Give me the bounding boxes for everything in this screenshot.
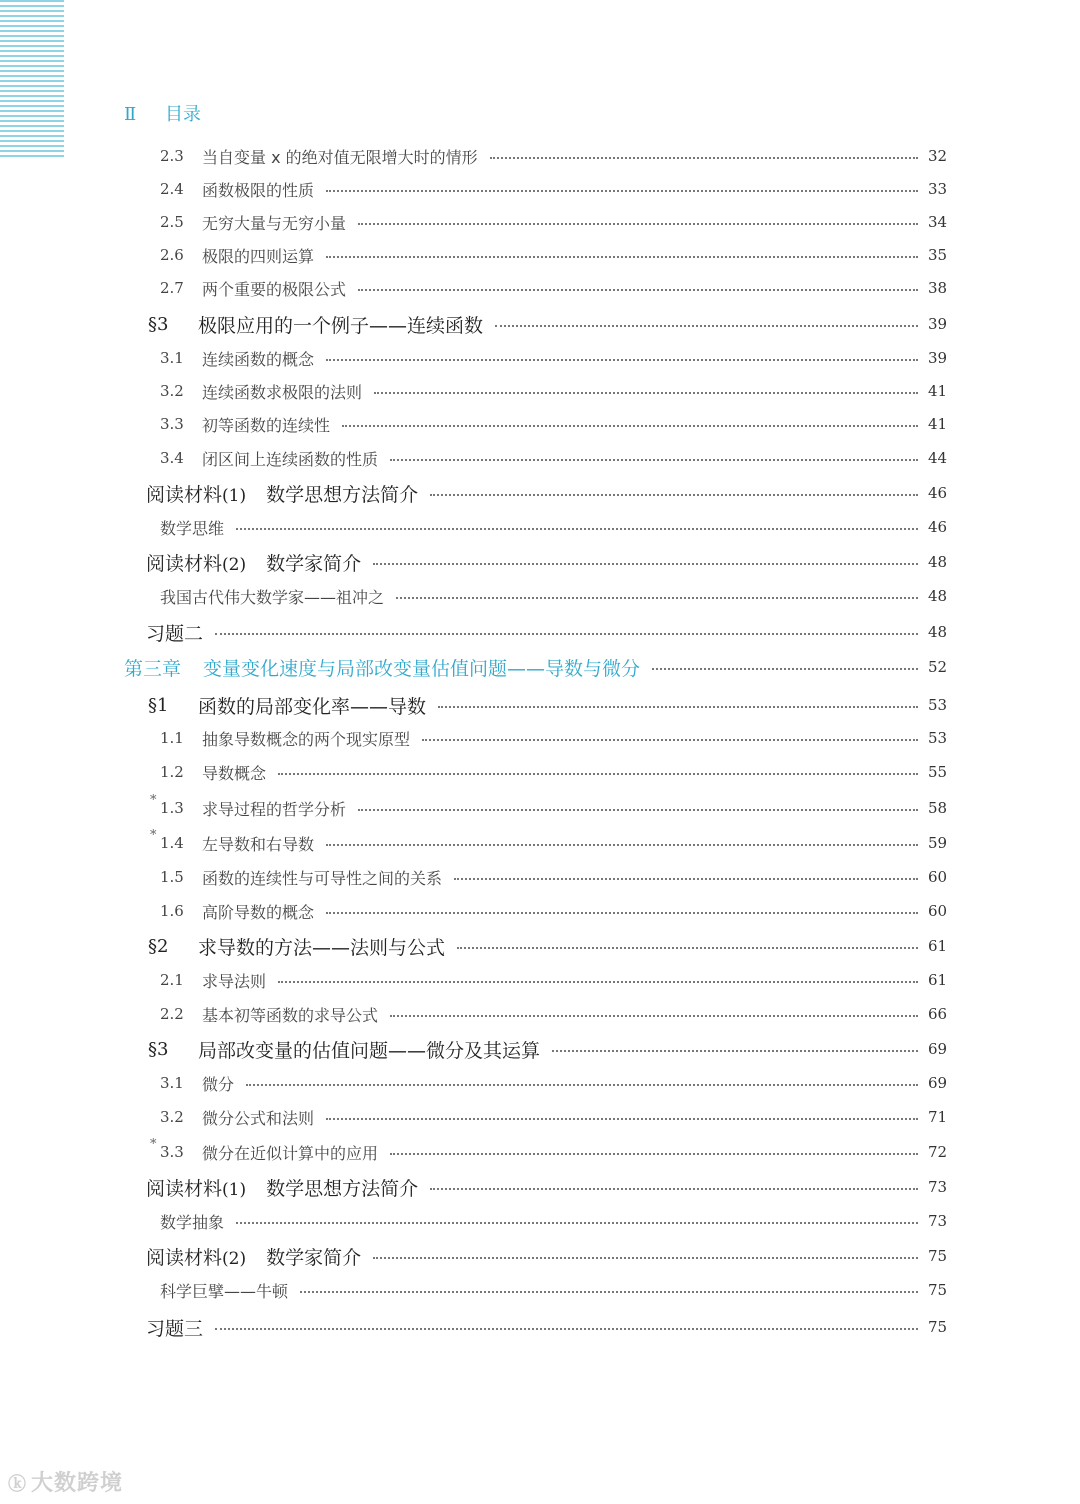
toc-entry-page-number: 60 xyxy=(928,902,948,920)
toc-entry-title: 极限应用的一个例子——连续函数 xyxy=(198,314,484,337)
dot-leader xyxy=(373,563,918,565)
toc-entry-number-text: 2.6 xyxy=(160,246,184,264)
toc-entry-sub[interactable] xyxy=(160,862,958,892)
optional-mark-icon: * xyxy=(150,828,157,843)
reading-title: 数学思想方法简介 xyxy=(266,483,419,506)
reading-title: 数学思想方法简介 xyxy=(266,1177,419,1200)
toc-entry-number-text: 3.4 xyxy=(160,449,184,467)
dot-leader xyxy=(326,912,918,914)
toc-entry-page-number: 72 xyxy=(928,1143,948,1161)
toc-entry-number xyxy=(160,349,202,367)
dot-leader xyxy=(430,494,918,496)
toc-entry-read[interactable] xyxy=(146,1172,958,1202)
toc-entry-page-number: 55 xyxy=(928,763,948,781)
reading-label: 阅读材料 xyxy=(146,1246,223,1269)
toc-entry-number-text: 2.2 xyxy=(160,1005,184,1023)
toc-entry-sub[interactable] xyxy=(160,343,958,373)
dot-leader xyxy=(326,190,918,192)
toc-entry-sub[interactable] xyxy=(160,174,958,204)
toc-entry-number xyxy=(160,1108,202,1126)
toc-entry-number-text: 2.1 xyxy=(160,971,184,989)
toc-entry-title: 初等函数的连续性 xyxy=(202,415,331,435)
toc-entry-number xyxy=(148,1039,198,1060)
toc-entry-page-number: 61 xyxy=(928,937,948,955)
toc-entry-number-text: §3 xyxy=(148,1038,169,1060)
toc-entry-number xyxy=(160,213,202,231)
dot-leader xyxy=(326,1118,918,1120)
dot-leader xyxy=(495,325,918,327)
toc-entry-page-number: 75 xyxy=(928,1247,948,1265)
toc-entry-page-number: 69 xyxy=(928,1074,948,1092)
dot-leader xyxy=(326,844,918,846)
toc-entry-number-text: 1.6 xyxy=(160,902,184,920)
dot-leader xyxy=(457,947,918,949)
toc-entry-sub[interactable] xyxy=(160,409,958,439)
toc-entry-page-number: 39 xyxy=(928,349,948,367)
toc-entry-title: 高阶导数的概念 xyxy=(202,902,315,922)
toc-entry-number-text: §3 xyxy=(148,313,169,335)
dot-leader xyxy=(438,706,918,708)
toc-entry-sub[interactable] xyxy=(160,240,958,270)
toc-entry-number-text: 1.5 xyxy=(160,868,184,886)
toc-entry-number xyxy=(160,415,202,433)
toc-entry-title: 抽象导数概念的两个现实原型 xyxy=(202,729,411,749)
toc-entry-page-number: 71 xyxy=(928,1108,948,1126)
dot-leader xyxy=(278,773,918,775)
dot-leader xyxy=(278,981,918,983)
toc-entry-sec[interactable] xyxy=(148,931,958,961)
toc-entry-page-number: 46 xyxy=(928,484,948,502)
toc-entry-title: 变量变化速度与局部改变量估值问题——导数与微分 xyxy=(203,657,641,680)
toc-entry-number xyxy=(160,729,202,747)
toc-entry-page-number: 39 xyxy=(928,315,948,333)
toc-entry-number xyxy=(160,1074,202,1092)
toc-entry-sub[interactable] xyxy=(160,273,958,303)
toc-entry-number-text: 1.3 xyxy=(160,799,184,817)
watermark-logo-icon: ⓚ xyxy=(8,1474,27,1495)
toc-entry-number-text: 3.2 xyxy=(160,1108,184,1126)
toc-entry-page-number: 33 xyxy=(928,180,948,198)
toc-entry-number-text: 3.3 xyxy=(160,1143,184,1161)
toc-entry-page-number: 69 xyxy=(928,1040,948,1058)
toc-entry-page-number: 41 xyxy=(928,415,948,433)
toc-entry-number-text: 2.4 xyxy=(160,180,184,198)
toc-entry-title: 求导过程的哲学分析 xyxy=(202,799,347,819)
toc-entry-sub[interactable] xyxy=(160,965,958,995)
reading-label: 阅读材料 xyxy=(146,552,223,575)
toc-entry-number-text: 1.1 xyxy=(160,729,184,747)
toc-entry-number-text: 2.7 xyxy=(160,279,184,297)
dot-leader xyxy=(390,459,918,461)
reading-index: (1) xyxy=(222,485,247,506)
toc-entry-title: 无穷大量与无穷小量 xyxy=(202,213,347,233)
dot-leader xyxy=(342,425,918,427)
reading-index: (2) xyxy=(222,554,247,575)
dot-leader xyxy=(246,1084,918,1086)
toc-entry-page-number: 34 xyxy=(928,213,948,231)
toc-entry-page-number: 48 xyxy=(928,587,948,605)
toc-entry-number xyxy=(160,449,202,467)
page-header xyxy=(124,100,201,126)
reading-label: 阅读材料 xyxy=(146,483,223,506)
dot-leader xyxy=(358,809,918,811)
toc-entry-page-number: 32 xyxy=(928,147,948,165)
toc-entry-read[interactable] xyxy=(146,547,958,577)
toc-entry-title: 基本初等函数的求导公式 xyxy=(202,1005,379,1025)
toc-entry-title xyxy=(146,480,418,507)
dot-leader xyxy=(300,1291,918,1293)
dot-leader xyxy=(215,633,918,635)
dot-leader xyxy=(552,1050,918,1052)
toc-entry-page-number: 60 xyxy=(928,868,948,886)
toc-entry-title: 微分 xyxy=(202,1074,235,1094)
toc-entry-title: 闭区间上连续函数的性质 xyxy=(202,449,379,469)
reading-title: 数学家简介 xyxy=(266,1246,362,1269)
toc-entry-title: 我国古代伟大数学家——祖冲之 xyxy=(160,587,385,607)
dot-leader xyxy=(374,392,918,394)
reading-label: 阅读材料 xyxy=(146,1177,223,1200)
toc-entry-title: 连续函数的概念 xyxy=(202,349,315,369)
toc-entry-page-number: 75 xyxy=(928,1318,948,1336)
toc-entry-number xyxy=(160,763,202,781)
toc-entry-title: 习题三 xyxy=(146,1317,204,1340)
toc-entry-title: 数学思维 xyxy=(160,518,225,538)
decorative-stripe-band xyxy=(0,0,64,160)
toc-entry-page-number: 48 xyxy=(928,623,948,641)
toc-entry-title: 局部改变量的估值问题——微分及其运算 xyxy=(198,1039,541,1062)
toc-entry-page-number: 73 xyxy=(928,1212,948,1230)
toc-entry-number-text: 2.3 xyxy=(160,147,184,165)
toc-entry-page-number: 59 xyxy=(928,834,948,852)
toc-entry-title: 左导数和右导数 xyxy=(202,834,315,854)
toc-entry-plain[interactable] xyxy=(160,581,958,611)
toc-entry-title: 函数的局部变化率——导数 xyxy=(198,695,427,718)
toc-entry-page-number: 41 xyxy=(928,382,948,400)
toc-entry-title xyxy=(146,1243,361,1270)
toc-entry-title: 习题二 xyxy=(146,622,204,645)
toc-entry-ex[interactable] xyxy=(146,1312,958,1342)
toc-entry-number-text: 2.5 xyxy=(160,213,184,231)
toc-entry-number xyxy=(150,828,202,852)
toc-entry-number xyxy=(160,902,202,920)
dot-leader xyxy=(396,597,918,599)
toc-entry-page-number: 61 xyxy=(928,971,948,989)
dot-leader xyxy=(422,739,918,741)
toc-entry-number xyxy=(148,936,198,957)
toc-entry-sec[interactable] xyxy=(148,690,958,720)
toc-entry-page-number: 58 xyxy=(928,799,948,817)
toc-entry-page-number: 52 xyxy=(928,658,948,676)
toc-entry-number-text: §1 xyxy=(148,694,169,716)
toc-entry-page-number: 46 xyxy=(928,518,948,536)
toc-entry-title: 科学巨擘——牛顿 xyxy=(160,1281,289,1301)
dot-leader xyxy=(454,878,918,880)
toc-entry-sub[interactable] xyxy=(160,207,958,237)
dot-leader xyxy=(390,1015,918,1017)
toc-entry-number-text: §2 xyxy=(148,935,169,957)
toc-entry-number xyxy=(150,1137,202,1161)
toc-entry-title xyxy=(146,1174,418,1201)
toc-entry-title: 求导法则 xyxy=(202,971,267,991)
reading-index: (2) xyxy=(222,1248,247,1269)
toc-entry-title: 微分公式和法则 xyxy=(202,1108,315,1128)
toc-entry-sub[interactable] xyxy=(150,828,958,858)
optional-mark-icon: * xyxy=(150,1137,157,1152)
toc-entry-sub[interactable] xyxy=(160,376,958,406)
toc-entry-title: 函数的连续性与可导性之间的关系 xyxy=(202,868,443,888)
toc-entry-title: 当自变量 x 的绝对值无限增大时的情形 xyxy=(202,147,478,167)
dot-leader xyxy=(358,289,918,291)
toc-entry-title: 连续函数求极限的法则 xyxy=(202,382,363,402)
toc-entry-number-text: 3.3 xyxy=(160,415,184,433)
page-header-title: 目录 xyxy=(164,104,201,125)
toc-entry-sec[interactable] xyxy=(148,309,958,339)
dot-leader xyxy=(215,1328,918,1330)
toc-entry-number-text: 3.1 xyxy=(160,349,184,367)
toc-entry-number xyxy=(148,314,198,335)
dot-leader xyxy=(358,223,918,225)
watermark xyxy=(8,1466,123,1497)
toc-entry-number xyxy=(160,147,202,165)
toc-entry-title: 求导数的方法——法则与公式 xyxy=(198,936,446,959)
toc-entry-read[interactable] xyxy=(146,1241,958,1271)
toc-entry-sub[interactable] xyxy=(160,723,958,753)
toc-entry-number xyxy=(160,279,202,297)
toc-entry-sec[interactable] xyxy=(148,1034,958,1064)
toc-entry-title: 导数概念 xyxy=(202,763,267,783)
page-number-roman: Ⅱ xyxy=(124,104,138,125)
toc-entry-number xyxy=(160,868,202,886)
dot-leader xyxy=(326,359,918,361)
toc-entry-page-number: 53 xyxy=(928,729,948,747)
toc-entry-title: 数学抽象 xyxy=(160,1212,225,1232)
toc-entry-number-text: 3.1 xyxy=(160,1074,184,1092)
toc-entry-sub[interactable] xyxy=(160,1102,958,1132)
toc-entry-page-number: 35 xyxy=(928,246,948,264)
toc-entry-number-text: 1.2 xyxy=(160,763,184,781)
toc-entry-chapter[interactable] xyxy=(124,652,958,682)
toc-entry-page-number: 48 xyxy=(928,553,948,571)
toc-entry-page-number: 75 xyxy=(928,1281,948,1299)
toc-entry-number xyxy=(160,1005,202,1023)
toc-entry-number xyxy=(160,180,202,198)
toc-entry-sub[interactable] xyxy=(160,757,958,787)
toc-entry-number xyxy=(160,382,202,400)
dot-leader xyxy=(236,528,918,530)
toc-entry-number-text: 第三章 xyxy=(124,657,182,680)
toc-entry-number xyxy=(148,695,198,716)
toc-entry-page-number: 44 xyxy=(928,449,948,467)
toc-entry-page-number: 38 xyxy=(928,279,948,297)
dot-leader xyxy=(373,1257,918,1259)
toc-entry-sub[interactable] xyxy=(160,999,958,1029)
toc-entry-sub[interactable] xyxy=(150,1137,958,1167)
reading-title: 数学家简介 xyxy=(266,552,362,575)
toc-entry-sub[interactable] xyxy=(150,793,958,823)
toc-entry-title xyxy=(146,549,361,576)
reading-index: (1) xyxy=(222,1179,247,1200)
toc-entry-sub[interactable] xyxy=(160,1068,958,1098)
dot-leader xyxy=(326,256,918,258)
toc-entry-title: 极限的四则运算 xyxy=(202,246,315,266)
toc-entry-sub[interactable] xyxy=(160,141,958,171)
optional-mark-icon: * xyxy=(150,793,157,808)
toc-entry-number xyxy=(160,246,202,264)
toc-entry-title: 微分在近似计算中的应用 xyxy=(202,1143,379,1163)
toc-entry-page-number: 73 xyxy=(928,1178,948,1196)
watermark-text: 大数跨境 xyxy=(31,1471,124,1496)
toc-entry-sub[interactable] xyxy=(160,443,958,473)
toc-entry-number xyxy=(150,793,202,817)
toc-entry-ex[interactable] xyxy=(146,617,958,647)
dot-leader xyxy=(490,157,918,159)
toc-entry-page-number: 66 xyxy=(928,1005,948,1023)
toc-entry-number xyxy=(124,654,181,681)
toc-entry-sub[interactable] xyxy=(160,896,958,926)
dot-leader xyxy=(652,668,918,670)
toc-entry-read[interactable] xyxy=(146,478,958,508)
toc-entry-plain[interactable] xyxy=(160,1275,958,1305)
toc-entry-plain[interactable] xyxy=(160,512,958,542)
toc-entry-number xyxy=(160,971,202,989)
toc-entry-title: 函数极限的性质 xyxy=(202,180,315,200)
dot-leader xyxy=(390,1153,918,1155)
toc-entry-title: 两个重要的极限公式 xyxy=(202,279,347,299)
toc-entry-number-text: 3.2 xyxy=(160,382,184,400)
toc-entry-page-number: 53 xyxy=(928,696,948,714)
toc-entry-plain[interactable] xyxy=(160,1206,958,1236)
dot-leader xyxy=(236,1222,918,1224)
toc-entry-number-text: 1.4 xyxy=(160,834,184,852)
dot-leader xyxy=(430,1188,918,1190)
